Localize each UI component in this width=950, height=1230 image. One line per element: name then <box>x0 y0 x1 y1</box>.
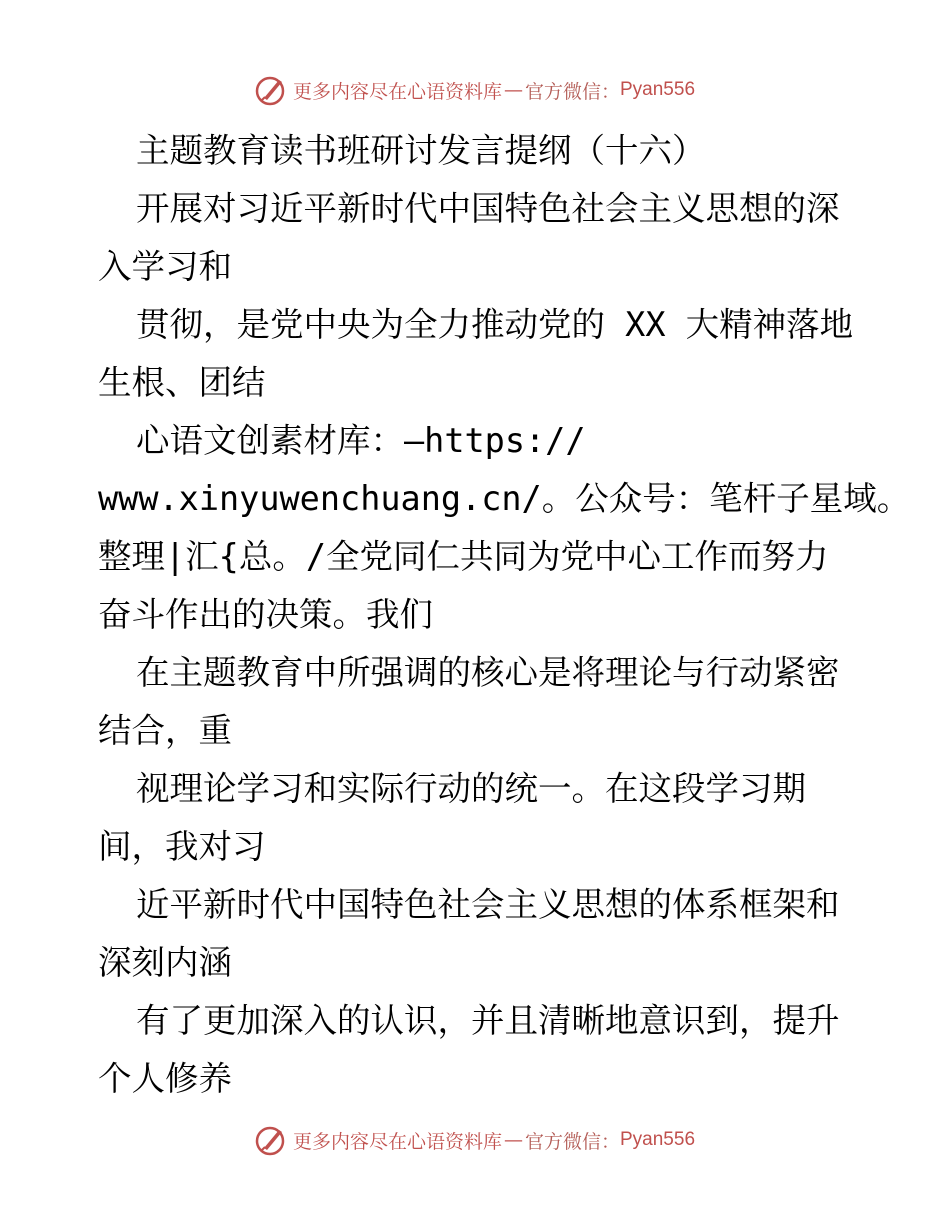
text-line: 入学习和 <box>98 247 232 286</box>
text-line: 在主题教育中所强调的核心是将理论与行动紧密 <box>136 653 840 692</box>
text-line: 间，我对习 <box>98 827 266 866</box>
banner-text: 更多内容尽在心语资料库 <box>292 80 502 103</box>
text-line: 整理|汇{总。/全党同仁共同为党中心工作而努力 <box>98 537 829 576</box>
text-line: 个人修养 <box>98 1059 232 1098</box>
banner-official-label: 官方微信： <box>524 80 620 103</box>
banner-wechat-id: Pyan556 <box>620 1129 696 1150</box>
quill-pen-circle-icon <box>255 1124 287 1156</box>
header-banner <box>0 72 950 108</box>
text-line: 有了更加深入的认识，并且清晰地意识到，提升 <box>136 1001 840 1040</box>
text-line: 视理论学习和实际行动的统一。在这段学习期 <box>136 769 806 808</box>
document-body <box>98 122 911 1108</box>
text-line: 近平新时代中国特色社会主义思想的体系框架和 <box>136 885 840 924</box>
text-line: 奋斗作出的决策。我们 <box>98 595 433 634</box>
banner-separator: — <box>503 1129 523 1151</box>
text-line: 结合，重 <box>98 711 232 750</box>
text-line: 开展对习近平新时代中国特色社会主义思想的深 <box>136 189 840 228</box>
text-line: 心语文创素材库：—https:// <box>136 421 586 460</box>
banner-separator: — <box>503 79 523 101</box>
document-title: 主题教育读书班研讨发言提纲（十六） <box>136 131 706 170</box>
quill-pen-circle-icon <box>255 74 287 106</box>
text-line: 生根、团结 <box>98 363 266 402</box>
text-line: 深刻内涵 <box>98 943 232 982</box>
footer-banner <box>0 1122 950 1158</box>
banner-text: 更多内容尽在心语资料库 <box>292 1130 502 1153</box>
banner-wechat-id: Pyan556 <box>620 79 696 100</box>
banner-official-label: 官方微信： <box>524 1130 620 1153</box>
text-line: 贯彻，是党中央为全力推动党的 XX 大精神落地 <box>136 305 854 344</box>
text-line: www.xinyuwenchuang.cn/。公众号：笔杆子星域。 <box>98 479 911 518</box>
